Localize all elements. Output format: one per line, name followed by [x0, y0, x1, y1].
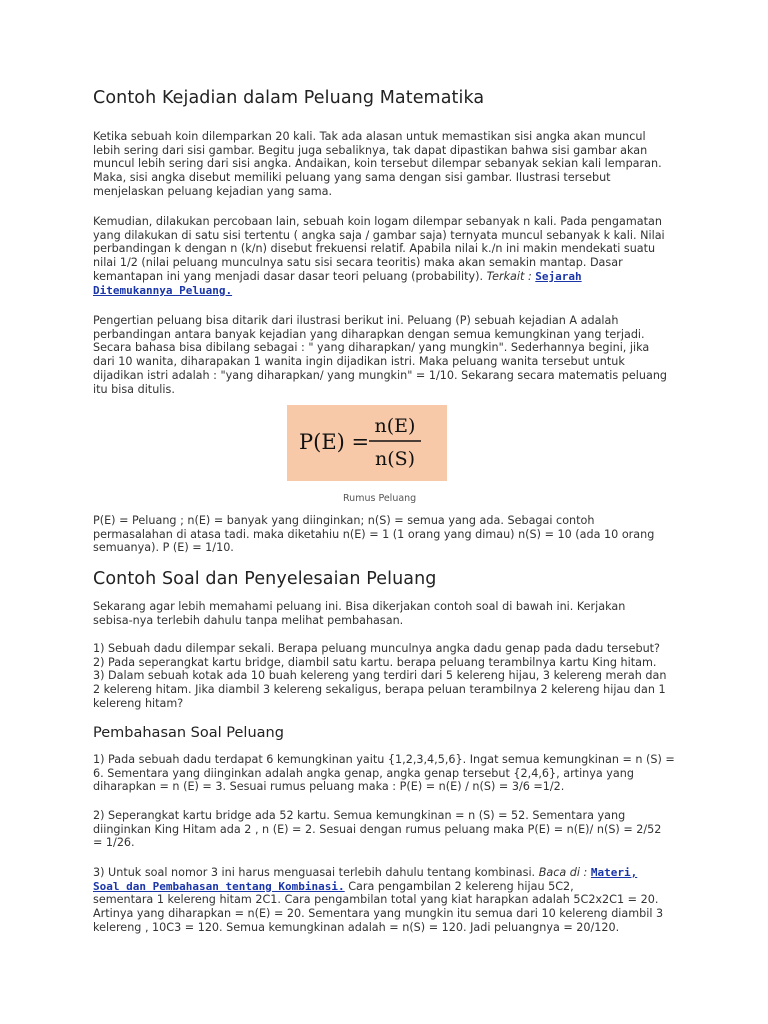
- text-line: 1) Pada sebuah dadu terdapat 6 kemungkinan yaitu {1,2,3,4,5,6}. Ingat semua kemungkinan = n (S) =: [93, 753, 675, 766]
- text-line: diinginkan King Hitam ada 2 , n (E) = 2. Sesuai dengan rumus peluang maka P(E) = n(E)/ n(S) = 2/52: [93, 822, 662, 836]
- paragraph-daftar-soal: [93, 642, 675, 711]
- text-line: 3) Dalam sebuah kotak ada 10 buah kelereng yang terdiri dari 5 kelereng hijau, 3 kelereng merah dan: [93, 669, 667, 683]
- text-line: [93, 284, 675, 298]
- probability-formula: [287, 405, 447, 481]
- paragraph-pembahasan-1: [93, 753, 675, 794]
- baca-label: Baca di :: [538, 866, 588, 879]
- section-title-kejadian: Contoh Kejadian dalam Peluang Matematika: [93, 88, 485, 108]
- text-line: perbandingan antara banyak kejadian yang diharapkan dengan semua kemungkinan yang terjadi.: [93, 327, 645, 341]
- text-line: nilai 1/2 (nilai peluang munculnya satu sisi secara teoritis) maka akan semakin mantap. Dasar: [93, 256, 623, 270]
- text-line: kelereng , 10C3 = 120. Semua kemungkinan adalah = n(S) = 120. Jadi peluangnya = 20/120.: [93, 920, 620, 934]
- text-line: permasalahan di atasa tadi. maka diketahiu n(E) = 1 (1 orang yang dimau) n(S) = 10 (ada 10 orang: [93, 527, 655, 541]
- text-line: Kemudian, dilakukan percobaan lain, sebuah koin logam dilempar sebanyak n kali. Pada pengamatan: [93, 215, 662, 228]
- text-run: kemantapan ini yang menjadi dasar dasar teori peluang (probability).: [93, 269, 484, 283]
- text-line: Sekarang agar lebih memahami peluang ini. Bisa dikerjakan contoh soal di bawah ini. Kerjakan: [93, 600, 626, 613]
- link-materi-kombinasi-cont[interactable]: Soal dan Pembahasan tentang Kombinasi.: [93, 879, 345, 893]
- section-title-contoh-soal: Contoh Soal dan Penyelesaian Peluang: [93, 569, 437, 589]
- text-line: sebisa-nya terlebih dahulu tanpa melihat pembahasan.: [93, 613, 404, 627]
- text-line: 2 kelereng hitam. Jika diambil 3 kelereng sekaligus, berapa peluan terambilnya 2 kelereng hijau dan 1: [93, 683, 666, 697]
- paragraph-koin-intro: [93, 130, 675, 199]
- text-line: yang dilakukan di satu sisi tertentu ( angka saja / gambar saja) ternyata muncul sebanyak k kali. Nilai: [93, 228, 665, 242]
- formula-caption: Rumus Peluang: [343, 493, 417, 504]
- paragraph-soal-intro: [93, 600, 675, 627]
- paragraph-keterangan-rumus: [93, 514, 675, 555]
- link-materi-kombinasi[interactable]: Materi,: [590, 866, 638, 879]
- link-sejarah-peluang-cont[interactable]: Ditemukannya Peluang.: [93, 283, 233, 297]
- text-line: menjelaskan peluang kejadian yang sama.: [93, 184, 333, 198]
- text-line: Pengertian peluang bisa ditarik dari ilustrasi berikut ini. Peluang (P) sebuah kejadian A adalah: [93, 314, 619, 327]
- formula-denominator: n(S): [374, 448, 416, 470]
- text-line: Secara bahasa bisa dibilang sebagai : " yang diharapkan/ yang mungkin". Sederhannya begini, jika: [93, 341, 650, 355]
- formula-numerator: n(E): [374, 415, 416, 437]
- text-line: 6. Sementara yang diinginkan adalah angka genap, angka genap tersebut {2,4,6}, artinya yang: [93, 766, 634, 780]
- text-line: itu bisa ditulis.: [93, 382, 175, 396]
- text-line: muncul lebih sering dari sisi angka. Andaikan, koin tersebut dilempar sebanyak sekian kali lemparan.: [93, 157, 662, 171]
- text-line: Artinya yang diharapkan = n(E) = 20. Sementara yang mungkin itu semua dari 10 kelereng diambil 3: [93, 907, 664, 921]
- text-run: 3) Untuk soal nomor 3 ini harus menguasai terlebih dahulu tentang kombinasi.: [93, 866, 536, 879]
- related-label: Terkait :: [486, 269, 532, 283]
- text-line: dari 10 wanita, diharapakan 1 wanita ingin dijadikan istri. Maka peluang wanita tersebut untuk: [93, 355, 625, 369]
- link-sejarah-peluang[interactable]: Sejarah: [535, 269, 582, 283]
- text-line: [93, 866, 675, 880]
- text-line: lebih sering dari sisi gambar. Begitu juga sebaliknya, tak dapat dipastikan bahwa sisi gambar akan: [93, 143, 648, 157]
- text-line: [93, 270, 675, 284]
- text-line: dijadikan istri adalah : "yang diharapkan/ yang mungkin" = 1/10. Sekarang secara matematis peluang: [93, 368, 668, 382]
- formula-image: [287, 405, 447, 481]
- text-line: perbandingan k dengan n (k/n) disebut frekuensi relatif. Apabila nilai k./n ini makin mendekati suatu: [93, 242, 656, 256]
- text-line: sementara 1 kelereng hitam 2C1. Cara pengambilan total yang kiat harapkan adalah 5C2x2C1 = 20.: [93, 893, 659, 907]
- text-line: 2) Seperangkat kartu bridge ada 52 kartu. Semua kemungkinan = n (S) = 52. Sementara yang: [93, 809, 626, 822]
- text-line: diharapkan = n (E) = 3. Sesuai rumus peluang maka : P(E) = n(E) / n(S) = 3/6 =1/2.: [93, 780, 565, 794]
- text-line: kelereng hitam?: [93, 696, 184, 710]
- formula-lhs: P(E) =: [299, 430, 370, 454]
- text-line: [93, 880, 675, 894]
- text-line: = 1/26.: [93, 836, 135, 850]
- paragraph-pengertian-peluang: [93, 314, 675, 396]
- text-line: semuanya). P (E) = 1/10.: [93, 541, 234, 555]
- paragraph-pembahasan-2: [93, 809, 675, 850]
- paragraph-frekuensi-relatif: [93, 215, 675, 297]
- text-line: 2) Pada seperangkat kartu bridge, diambil satu kartu. berapa peluang terambilnya kartu King hitam.: [93, 655, 657, 669]
- text-line: P(E) = Peluang ; n(E) = banyak yang diinginkan; n(S) = semua yang ada. Sebagai contoh: [93, 514, 595, 527]
- text-run: Cara pengambilan 2 kelereng hijau 5C2,: [348, 879, 574, 893]
- text-line: Ketika sebuah koin dilemparkan 20 kali. Tak ada alasan untuk memastikan sisi angka akan muncul: [93, 130, 646, 143]
- text-line: 1) Sebuah dadu dilempar sekali. Berapa peluang munculnya angka dadu genap pada dadu tersebut?: [93, 642, 660, 655]
- section-title-pembahasan: Pembahasan Soal Peluang: [93, 725, 284, 741]
- text-line: Maka, sisi angka disebut memiliki peluang yang sama dengan sisi gambar. Ilustrasi tersebut: [93, 171, 611, 185]
- paragraph-pembahasan-3: [93, 866, 675, 935]
